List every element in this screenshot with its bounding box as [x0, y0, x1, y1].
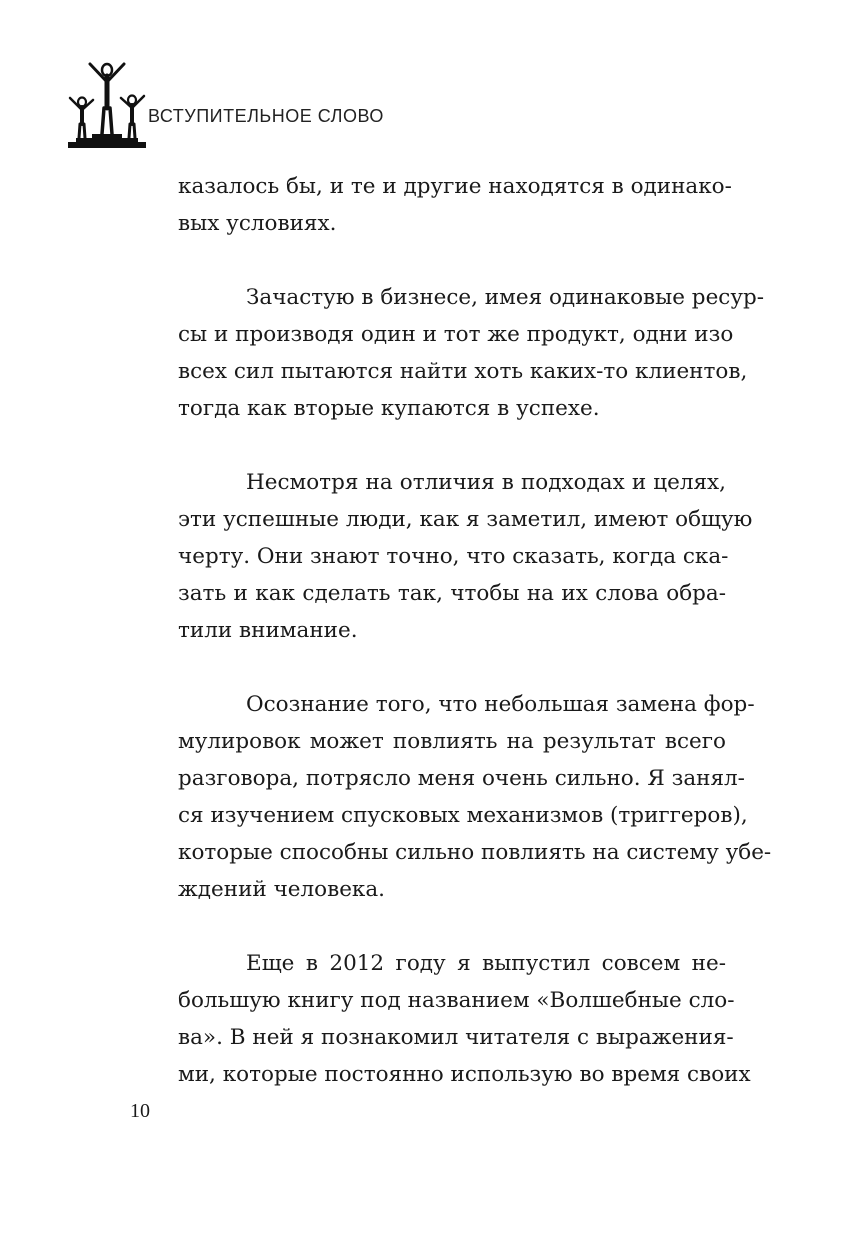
- body-text: [178, 168, 772, 1093]
- paragraph: [178, 168, 732, 242]
- text-line: всех сил пытаются найти хоть каких-то клиентов,: [178, 359, 748, 384]
- chapter-title: ВСТУПИТЕЛЬНОЕ СЛОВО: [148, 106, 384, 126]
- text-line: черту. Они знают точно, что сказать, когда ска-: [178, 544, 729, 569]
- podium-figures-icon: [62, 60, 152, 156]
- text-line: Зачастую в бизнесе, имея одинаковые ресур-: [246, 285, 765, 310]
- text-line: казалось бы, и те и другие находятся в одинако-: [178, 174, 732, 199]
- paragraph: [178, 279, 765, 427]
- paragraph: [178, 464, 753, 649]
- text-line: сы и производя один и тот же продукт, одни изо: [178, 322, 734, 347]
- text-line: Еще в 2012 году я выпустил совсем не-: [246, 951, 726, 976]
- text-line: эти успешные люди, как я заметил, имеют общую: [178, 507, 753, 532]
- text-line: ждений человека.: [178, 877, 386, 902]
- text-line: мулировок может повлиять на результат всего: [178, 729, 726, 754]
- paragraph: [178, 945, 751, 1093]
- text-line: большую книгу под названием «Волшебные сло-: [178, 988, 735, 1013]
- text-line: Несмотря на отличия в подходах и целях,: [246, 470, 726, 495]
- text-line: ми, которые постоянно использую во время своих: [178, 1062, 751, 1087]
- text-line: тогда как вторые купаются в успехе.: [178, 396, 600, 421]
- page-number: 10: [130, 1100, 150, 1122]
- paragraph: [178, 686, 772, 908]
- text-line: ся изучением спусковых механизмов (триггеров),: [178, 803, 748, 828]
- text-line: вых условиях.: [178, 211, 337, 236]
- text-line: ва». В ней я познакомил читателя с выражения-: [178, 1025, 734, 1050]
- text-line: разговора, потрясло меня очень сильно. Я занял-: [178, 766, 745, 791]
- text-line: которые способны сильно повлиять на систему убе-: [178, 840, 772, 865]
- text-line: зать и как сделать так, чтобы на их слова обра-: [178, 581, 726, 606]
- text-line: тили внимание.: [178, 618, 358, 643]
- text-line: Осознание того, что небольшая замена фор-: [246, 692, 755, 717]
